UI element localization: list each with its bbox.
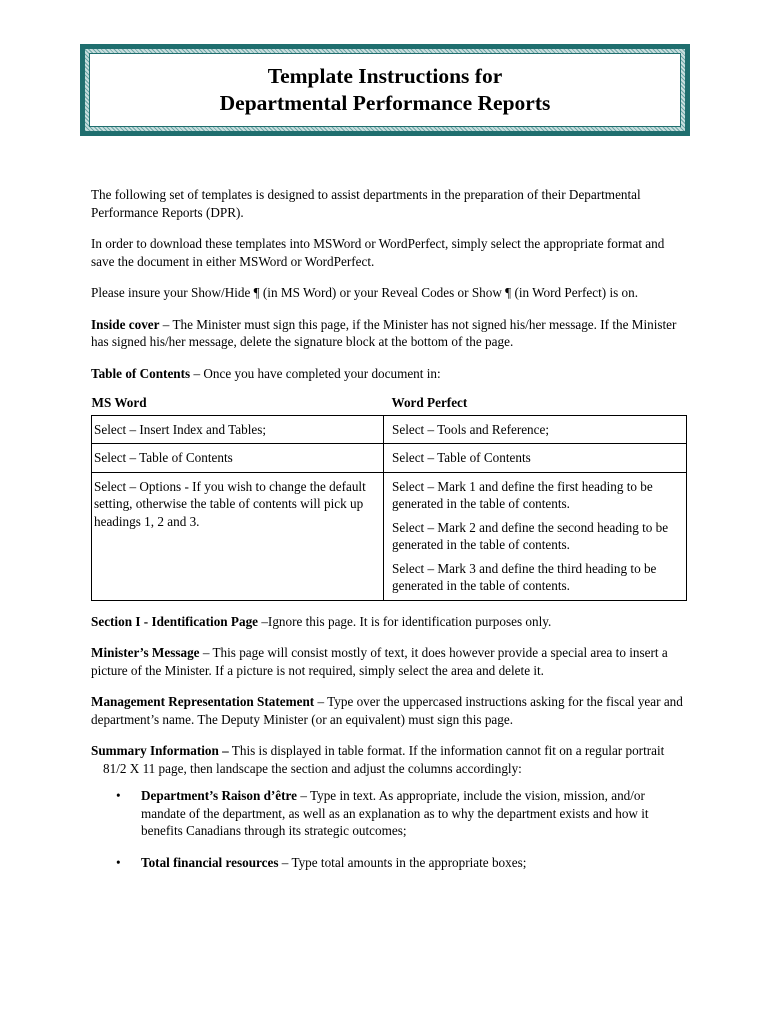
summary-bullet-list xyxy=(91,787,691,871)
mark-3-instruction: Select – Mark 3 and define the third heading to be generated in the table of contents. xyxy=(392,560,657,593)
inside-cover-label: Inside cover xyxy=(91,316,160,332)
bullet-icon: • xyxy=(116,854,121,870)
inside-cover-text: – The Minister must sign this page, if the Minister has not signed his/her message. If the Minister has signed his/her message, delete the signature block at the bottom of the page. xyxy=(91,316,677,349)
summary-information-text: This is displayed in table format. If the information cannot fit on a regular portrait 81/2 X 11 page, then landscape the section and adjust the columns accordingly: xyxy=(103,743,665,776)
table-header-row xyxy=(92,392,687,415)
download-paragraph: In order to download these templates into MSWord or WordPerfect, simply select the appropriate format and save the document in either MSWord or WordPerfect. xyxy=(91,236,665,269)
management-statement-label: Management Representation Statement xyxy=(91,694,315,709)
table-cell: Select – Tools and Reference; xyxy=(384,415,687,444)
summary-information-paragraph xyxy=(91,742,691,777)
bullet-icon: • xyxy=(116,788,121,803)
word-perfect-header: Word Perfect xyxy=(391,395,468,410)
toc-paragraph xyxy=(91,365,691,383)
section-1-text: –Ignore this page. It is for identification purposes only. xyxy=(258,613,552,629)
table-row xyxy=(92,472,687,600)
minister-message-paragraph xyxy=(91,644,691,679)
list-item xyxy=(91,787,691,840)
inside-cover-paragraph xyxy=(91,316,691,351)
raison-detre-label: Department’s Raison d’être xyxy=(141,788,298,803)
mark-1-instruction: Select – Mark 1 and define the first heading to be generated in the table of contents. xyxy=(392,478,653,511)
toc-label: Table of Contents xyxy=(91,365,191,381)
minister-message-label: Minister’s Message xyxy=(91,645,200,660)
management-statement-paragraph xyxy=(91,693,691,728)
document-title-line-1: Template Instructions for xyxy=(267,64,503,88)
list-item xyxy=(91,854,691,872)
toc-instructions-table xyxy=(91,392,687,601)
table-cell xyxy=(384,472,687,600)
section-1-paragraph xyxy=(91,613,691,631)
table-cell: Select – Table of Contents xyxy=(92,444,384,473)
table-cell: Select – Options - If you wish to change the default setting, otherwise the table of contents will pick up headings 1, 2 and 3. xyxy=(92,472,384,600)
management-statement-text: – Type over the uppercased instructions asking for the fiscal year and department’s name. The Deputy Minister (or an equivalent) must sign this page. xyxy=(91,694,683,727)
raison-detre-text: – Type in text. As appropriate, include the vision, mission, and/or mandate of the department, as well as an explanation as to why the department exists and how it benefits Canadians through its strategic outcomes; xyxy=(141,788,649,838)
table-row xyxy=(92,444,687,473)
title-box-inner xyxy=(89,53,681,127)
showhide-paragraph: Please insure your Show/Hide ¶ (in MS Word) or your Reveal Codes or Show ¶ (in Word Perfect) is on. xyxy=(91,285,639,300)
table-row xyxy=(92,415,687,444)
minister-message-text: – This page will consist mostly of text, it does however provide a special area to insert a picture of the Minister. If a picture is not required, simply select the area and delete it. xyxy=(91,645,668,678)
table-cell: Select – Insert Index and Tables; xyxy=(92,415,384,444)
toc-text: – Once you have completed your document in: xyxy=(190,365,441,381)
section-1-label: Section I - Identification Page xyxy=(91,613,259,629)
financial-resources-text: – Type total amounts in the appropriate boxes; xyxy=(278,854,527,870)
intro-paragraph: The following set of templates is designed to assist departments in the preparation of their Departmental Performance Reports (DPR). xyxy=(91,187,641,220)
title-box xyxy=(80,44,690,136)
ms-word-header: MS Word xyxy=(91,395,147,410)
financial-resources-label: Total financial resources xyxy=(141,854,279,870)
table-cell: Select – Table of Contents xyxy=(384,444,687,473)
document-title-line-2: Departmental Performance Reports xyxy=(219,91,551,115)
mark-2-instruction: Select – Mark 2 and define the second heading to be generated in the table of contents. xyxy=(392,519,669,552)
document-body xyxy=(91,186,691,885)
summary-information-label: Summary Information – xyxy=(91,743,229,758)
